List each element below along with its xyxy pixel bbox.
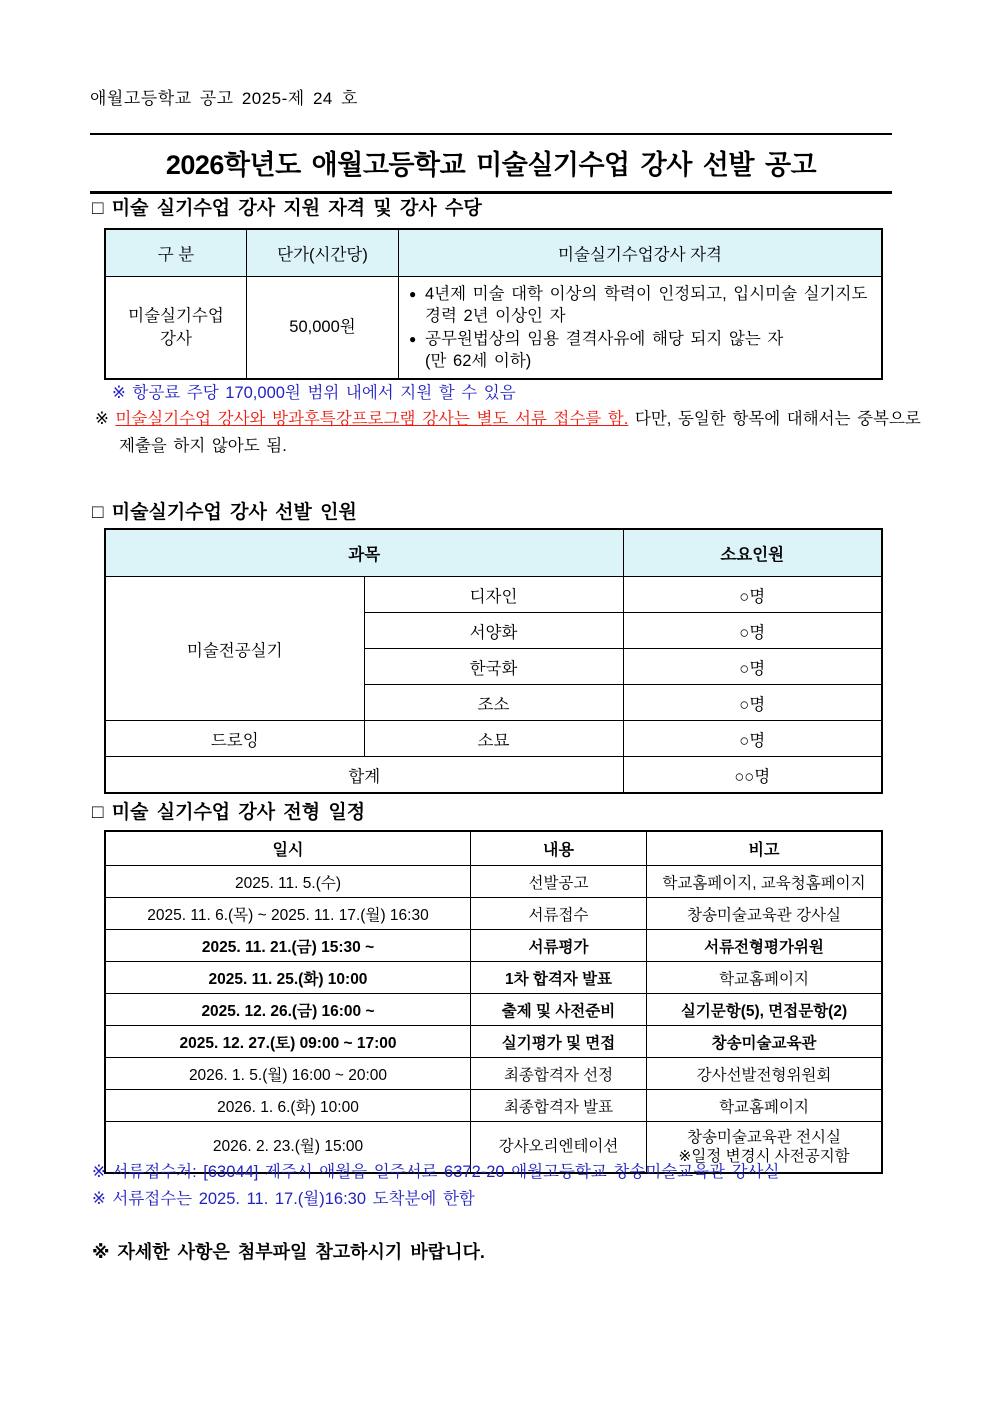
schedule-content: 서류접수 [471,898,647,930]
qualification-table-header-row [105,229,882,277]
section3-heading: □ 미술 실기수업 강사 전형 일정 [92,802,366,823]
t2-subject-korean-painting: 한국화 [364,649,623,685]
selection-count-table [104,528,883,794]
bullet-icon: ● [409,287,417,301]
t2-subject-sculpture: 조소 [364,685,623,721]
t1-cell-rate: 50,000원 [247,277,399,380]
separate-submission-note-red: 미술실기수업 강사와 방과후특강프로그램 강사는 별도 서류 접수를 함. [115,410,629,428]
schedule-date: 2026. 1. 6.(화) 10:00 [105,1090,471,1122]
schedule-content: 선발공고 [471,866,647,898]
table-row [105,721,882,757]
schedule-content: 최종합격자 발표 [471,1090,647,1122]
t2-group-drawing: 드로잉 [105,721,364,757]
qualification-bullet-2: ● 공무원법상의 임용 결격사유에 해당 되지 않는 자 [409,329,784,348]
schedule-note: 창송미술교육관 [647,1026,883,1058]
t1-header-category: 구 분 [105,229,247,277]
schedule-date: 2025. 11. 5.(수) [105,866,471,898]
t2-subject-sketch: 소묘 [364,721,623,757]
document-title-text: 2026학년도 애월고등학교 미술실기수업 강사 선발 공고 [165,150,817,180]
schedule-date: 2025. 12. 26.(금) 16:00 ~ [105,994,471,1026]
t1-category-line2: 강사 [160,329,192,348]
qualification-bullet-1: ● 4년제 미술 대학 이상의 학력이 인정되고, 입시미술 실기지도경력 2년 이상인 자 [409,285,868,326]
t1-category-line1: 미술실기수업 [128,307,224,326]
schedule-content: 1차 합격자 발표 [471,962,647,994]
schedule-date: 2025. 11. 21.(금) 15:30 ~ [105,930,471,962]
schedule-table [104,830,883,1174]
separate-submission-note-black: 다만, 동일한 항목에 대해서는 중복으로 제출을 하지 않아도 됨. [119,410,921,456]
table-row [105,962,882,994]
t2-count-sketch: ○명 [623,721,882,757]
schedule-note: 학교홈페이지 [647,962,883,994]
t2-total-value: ○○명 [623,757,882,794]
t2-count-sculpture: ○명 [623,685,882,721]
qualification-bullet-2-note: (만 62세 이하) [425,351,532,370]
separate-submission-note [95,406,929,460]
schedule-date: 2026. 1. 5.(월) 16:00 ~ 20:00 [105,1058,471,1090]
section2-heading: □ 미술실기수업 강사 선발 인원 [92,502,357,523]
total-row [105,757,882,794]
t3-header-content: 내용 [471,831,647,866]
t2-subject-design: 디자인 [364,577,623,613]
t2-group-art-major: 미술전공실기 [105,577,364,721]
schedule-content: 출제 및 사전준비 [471,994,647,1026]
schedule-note-line1: 창송미술교육관 전시실 [686,1128,842,1146]
schedule-content: 강사오리엔테이션 [471,1122,647,1174]
t2-header-subject: 과목 [105,529,623,577]
t2-header-count: 소요인원 [623,529,882,577]
schedule-content: 최종합격자 선정 [471,1058,647,1090]
schedule-note: 서류전형평가위원 [647,930,883,962]
schedule-content: 서류평가 [471,930,647,962]
table-row [105,1026,882,1058]
schedule-note: 실기문항(5), 면접문항(2) [647,994,883,1026]
selection-table-header-row [105,529,882,577]
document-number: 애월고등학교 공고 2025-제 24 호 [90,89,359,108]
t1-cell-category [105,277,247,380]
submission-deadline-note: ※ 서류접수는 2025. 11. 17.(월)16:30 도착분에 한함 [92,1190,475,1208]
t1-header-qualification: 미술실기수업강사 자격 [399,229,883,277]
table-row [105,1090,882,1122]
schedule-date: 2025. 12. 27.(토) 09:00 ~ 17:00 [105,1026,471,1058]
schedule-table-header-row [105,831,882,866]
table-row [105,1058,882,1090]
table-row [105,994,882,1026]
schedule-note: 창송미술교육관 강사실 [647,898,883,930]
schedule-note: 강사선발전형위원회 [647,1058,883,1090]
schedule-date: 2026. 2. 23.(월) 15:00 [105,1122,471,1174]
t2-count-design: ○명 [623,577,882,613]
section1-heading: □ 미술 실기수업 강사 지원 자격 및 강사 수당 [92,198,482,219]
t3-header-remark: 비고 [647,831,883,866]
schedule-note: 학교홈페이지 [647,1090,883,1122]
table-row [105,898,882,930]
t2-count-western-painting: ○명 [623,613,882,649]
t2-subject-western-painting: 서양화 [364,613,623,649]
attachment-reference-note: ※ 자세한 사항은 첨부파일 참고하시기 바랍니다. [92,1242,485,1262]
table-row [105,577,882,613]
t2-count-korean-painting: ○명 [623,649,882,685]
schedule-content: 실기평가 및 면접 [471,1026,647,1058]
t1-header-rate: 단가(시간당) [247,229,399,277]
schedule-date: 2025. 11. 6.(목) ~ 2025. 11. 17.(월) 16:30 [105,898,471,930]
bullet-icon: ● [409,331,417,346]
qualification-table [104,228,883,380]
schedule-date: 2025. 11. 25.(화) 10:00 [105,962,471,994]
document-title [90,133,892,194]
t2-total-label: 합계 [105,757,623,794]
t3-header-datetime: 일시 [105,831,471,866]
table-row [105,866,882,898]
qualification-table-data-row [105,277,882,380]
submission-address-note: ※ 서류접수처: [63044] 제주시 애월읍 일주서로 6372-20 애월고등학교 창송미술교육관 강사실 [92,1163,780,1181]
table-row [105,930,882,962]
schedule-note-line2: ※일정 변경시 사전공지함 [678,1148,850,1165]
t1-cell-qualifications [399,277,883,380]
airfare-note: ※ 항공료 주당 170,000원 범위 내에서 지원 할 수 있음 [112,384,516,402]
schedule-note: 학교홈페이지, 교육청홈페이지 [647,866,883,898]
note-marker: ※ [95,410,116,428]
